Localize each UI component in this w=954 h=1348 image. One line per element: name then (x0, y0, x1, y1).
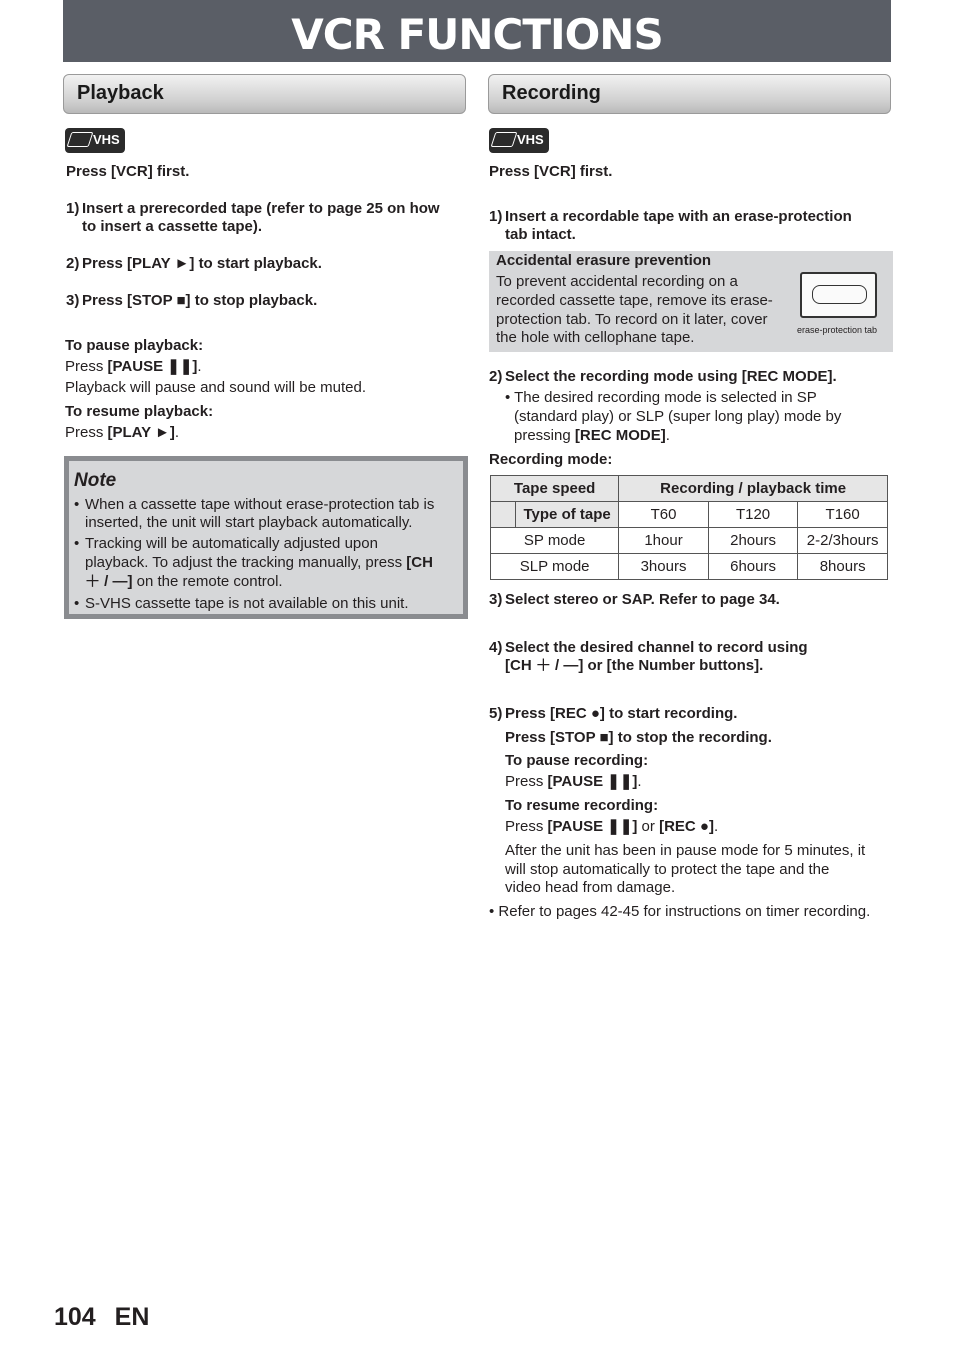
pause-recording-heading: To pause recording: (505, 752, 649, 769)
table-header-time: Recording / playback time (619, 476, 888, 502)
title-bar (63, 0, 891, 62)
recording-press-first: Press [VCR] first. (489, 163, 613, 180)
cassette-window-icon (812, 285, 867, 304)
note-box (64, 456, 468, 619)
vhs-badge-icon (489, 128, 549, 153)
table-cell: 3hours (619, 554, 709, 580)
table-col-t120: T120 (708, 502, 798, 528)
playback-heading: Playback (77, 82, 164, 104)
note-bullet-1-mark: • (74, 496, 80, 513)
rec-resume-key2: [REC ●] (659, 818, 714, 835)
resume-period: . (174, 424, 180, 441)
recording-step1-line1: Insert a recordable tape with an erase-protection (505, 208, 852, 225)
erasure-box-line1: To prevent accidental recording on a (496, 273, 738, 290)
erasure-box-line4: the hole with cellophane tape. (496, 329, 695, 346)
rec-resume-period: . (713, 818, 719, 835)
pause-playback-heading: To pause playback: (65, 337, 204, 354)
erasure-box-line3: protection tab. To record on it later, cover (496, 311, 768, 328)
pause-playback-desc: Playback will pause and sound will be muted. (65, 379, 367, 396)
playback-step3: Press [STOP ■] to stop playback. (82, 292, 318, 309)
table-header-speed: Tape speed (491, 476, 619, 502)
recording-stop-line: Press [STOP ■] to stop the recording. (505, 729, 772, 746)
table-col-t160: T160 (798, 502, 888, 528)
resume-playback-heading: To resume playback: (65, 403, 214, 420)
table-row (491, 528, 888, 554)
recording-step2: Select the recording mode using [REC MODE]. (505, 368, 837, 385)
erase-tab-caption: erase-protection tab (797, 325, 878, 335)
note-bullet-1-line1: When a cassette tape without erase-protection tab is (85, 496, 435, 513)
recording-step3-number: 3) (489, 591, 503, 608)
recording-step2-number: 2) (489, 368, 503, 385)
note-b2-text-cont: on the remote control. (132, 573, 283, 590)
table-header-type: Type of tape (523, 506, 611, 523)
resume-playback-line (65, 423, 179, 442)
playback-step1-line2: to insert a cassette tape). (82, 218, 263, 235)
page-number-value: 104 (54, 1303, 96, 1331)
rec-resume-key1: [PAUSE ❚❚] (547, 818, 638, 835)
playback-step3-number: 3) (66, 292, 80, 309)
table-cell: 1hour (619, 528, 709, 554)
note-b2-text: playback. To adjust the tracking manually, press (85, 554, 407, 571)
note-inner (69, 461, 463, 614)
page-number (54, 1303, 149, 1332)
recording-section-header (488, 74, 891, 114)
recording-step2-bullet-line3 (514, 426, 670, 445)
recording-step5: Press [REC ●] to start recording. (505, 705, 738, 722)
note-heading: Note (74, 470, 117, 491)
cassette-icon (491, 132, 518, 147)
note-bullet-2-mark: • (74, 535, 80, 552)
recording-step4-line2: [CH ＋ / —] or [the Number buttons]. (505, 657, 764, 674)
rec-pause-period: . (637, 773, 642, 790)
pause-press-text: Press (65, 358, 108, 375)
recording-step1-line2: tab intact. (505, 226, 576, 243)
after-pause-line1: After the unit has been in pause mode for 5 minutes, it (505, 842, 866, 859)
erasure-box-heading: Accidental erasure prevention (496, 252, 712, 269)
page-language: EN (114, 1303, 150, 1331)
timer-recording-note: • Refer to pages 42-45 for instructions on timer recording. (489, 903, 871, 920)
page-title: VCR FUNCTIONS (291, 10, 663, 59)
note-bullet-2-line1: Tracking will be automatically adjusted upon (85, 535, 378, 552)
table-cell-mode: SP mode (491, 528, 619, 554)
playback-step2-number: 2) (66, 255, 80, 272)
recording-step5-number: 5) (489, 705, 503, 722)
table-header-type-cell (491, 502, 619, 528)
note-bullet-2-line2 (85, 553, 433, 572)
pause-key: [PAUSE ❚❚] (107, 358, 198, 375)
rec-pause-press: Press (505, 773, 548, 790)
note-bullet-1-line2: inserted, the unit will start playback automatically. (85, 514, 413, 531)
pause-recording-line (505, 772, 642, 791)
table-cell: 6hours (708, 554, 798, 580)
playback-step1-number: 1) (66, 200, 80, 217)
table-cell-mode: SLP mode (491, 554, 619, 580)
pause-period: . (197, 358, 202, 375)
recording-mode-label: Recording mode: (489, 451, 613, 468)
table-cell: 2-2/3hours (798, 528, 888, 554)
resume-recording-heading: To resume recording: (505, 797, 659, 814)
after-pause-line3: video head from damage. (505, 879, 676, 896)
resume-key: [PLAY ►] (107, 424, 175, 441)
rec-mode-text: pressing (514, 427, 575, 444)
note-b2-key: [CH (406, 554, 433, 571)
recording-step4-line1: Select the desired channel to record using (505, 639, 808, 656)
cassette-icon (67, 132, 94, 147)
note-bullet-3-mark: • (74, 595, 80, 612)
note-b2-key-cont: ＋ / —] (85, 573, 133, 590)
note-bullet-2-line3 (85, 572, 283, 591)
resume-press-text: Press (65, 424, 108, 441)
recording-step4-number: 4) (489, 639, 503, 656)
playback-step2: Press [PLAY ►] to start playback. (82, 255, 322, 272)
vhs-badge-label: VHS (517, 132, 544, 147)
rec-resume-or: or (637, 818, 660, 835)
rec-mode-period: . (665, 427, 670, 444)
vhs-badge-label: VHS (93, 132, 120, 147)
recording-step1-number: 1) (489, 208, 503, 225)
recording-heading: Recording (502, 82, 601, 104)
recording-step3: Select stereo or SAP. Refer to page 34. (505, 591, 780, 608)
recording-step2-bullet-line2: (standard play) or SLP (super long play) mode by (514, 408, 842, 425)
resume-recording-line (505, 817, 718, 836)
note-bullet-3: S-VHS cassette tape is not available on this unit. (85, 595, 409, 612)
pause-playback-line (65, 357, 202, 376)
playback-section-header (63, 74, 466, 114)
table-cell: 2hours (708, 528, 798, 554)
rec-resume-press: Press (505, 818, 548, 835)
erasure-box-line2: recorded cassette tape, remove its erase- (496, 292, 773, 309)
rec-mode-key: [REC MODE] (574, 427, 666, 444)
playback-step1-line1: Insert a prerecorded tape (refer to page 25 on how (82, 200, 440, 217)
recording-step2-bullet-line1: • The desired recording mode is selected in SP (505, 389, 817, 406)
table-col-t60: T60 (619, 502, 709, 528)
table-row (491, 554, 888, 580)
rec-pause-key: [PAUSE ❚❚] (547, 773, 638, 790)
table-cell: 8hours (798, 554, 888, 580)
recording-mode-table (490, 475, 888, 580)
playback-press-first: Press [VCR] first. (66, 163, 190, 180)
after-pause-line2: will stop automatically to protect the tape and the (505, 861, 830, 878)
vhs-badge-icon (65, 128, 125, 153)
cassette-tape-icon (800, 272, 877, 318)
